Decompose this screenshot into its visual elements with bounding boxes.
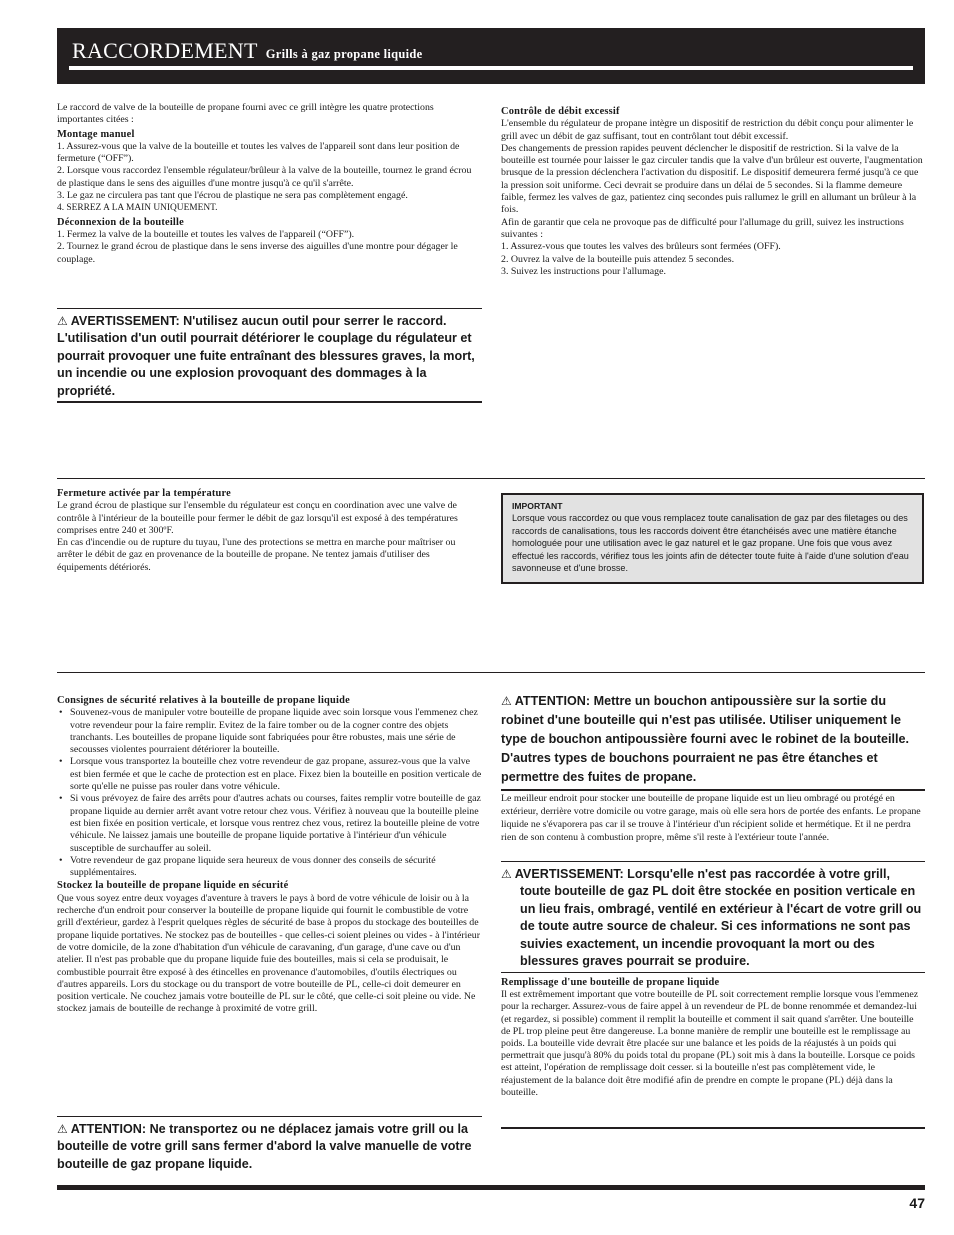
footer-rule <box>57 1185 925 1190</box>
warning-icon: ⚠ <box>501 867 512 881</box>
transport-warning <box>57 1121 482 1173</box>
montage-step-1: 1. Assurez-vous que la valve de la bouteille et toutes les valves de l'appareil sont dans leur position de fermeture (“OFF”). <box>57 140 460 165</box>
header-title: RACCORDEMENT <box>72 38 258 63</box>
storage-warning-rest: toute bouteille de gaz PL doit être stockée en position verticale en un lieu frais, ombragé, ventilé en extérieur à l'écart de votre grill ou de toute autre source de chaleur. Si ces informations ne sont pas suivies exactement, un incendie provoquant la mort ou des blessures graves pourrait se produire. <box>520 884 922 969</box>
warning-icon: ⚠ <box>57 1122 68 1136</box>
header-subtitle: Grills à gaz propane liquide <box>265 47 423 61</box>
section-divider <box>57 478 925 479</box>
storage-warning <box>501 866 925 970</box>
divider <box>57 308 482 309</box>
page-number: 47 <box>909 1195 925 1211</box>
page-footer <box>57 1185 925 1220</box>
deconnexion-step-2: 2. Tournez le grand écrou de plastique dans le sens inverse des aiguilles d'une montre pour dégager le couplage. <box>57 241 458 265</box>
important-text: Lorsque vous raccordez ou que vous remplacez toute canalisation de gaz par des filetages ou des raccords de canalisations, tous les raccords doivent être étanchéisés avec une matière étanche homologuée pour une utilisation avec le gaz naturel et le gaz propane. Une fois que vous avez effectué les raccords, vérifiez tous les joints afin de détecter toute fuite à l'aide d'une solution d'eau savonneuse et d'une brosse. <box>512 513 909 574</box>
header-rule <box>69 66 913 70</box>
debit-heading: Contrôle de débit excessif <box>501 106 620 117</box>
safety-heading: Consignes de sécurité relatives à la bouteille de propane liquide <box>57 695 350 706</box>
important-title: IMPORTANT <box>512 501 563 511</box>
divider <box>501 861 925 862</box>
divider <box>57 1116 482 1117</box>
deconnexion-heading: Déconnexion de la bouteille <box>57 216 184 228</box>
divider <box>501 789 925 791</box>
montage-step-2: 2. Lorsque vous raccordez l'ensemble régulateur/brûleur à la valve de la bouteille, tournez le grand écrou de plastique dans le sens des aiguilles d'une montre jusqu'à ce qu'il s'arrête. <box>57 165 472 189</box>
temperature-paragraph-1: Le grand écrou de plastique sur l'ensemble du régulateur est conçu en coordination avec une valve de contrôle à l'intérieur de la bouteille pour fermer le débit de gaz lorsqu'il est exposé à des températures comprises entre 240 et 300ºF. <box>57 500 458 536</box>
debit-step-3: 3. Suivez les instructions pour l'allumage. <box>501 265 666 277</box>
warning-icon: ⚠ <box>501 694 512 708</box>
section2-left-column <box>57 488 482 574</box>
montage-heading: Montage manuel <box>57 128 135 140</box>
tool-warning <box>57 313 482 400</box>
montage-step-4: 4. SERREZ A LA MAIN UNIQUEMENT. <box>57 203 218 214</box>
refill-column <box>501 977 925 1099</box>
dust-cap-warning <box>501 692 925 787</box>
section1-left-column <box>57 102 482 266</box>
debit-step-1: 1. Assurez-vous que toutes les valves des brûleurs sont fermées (OFF). <box>501 241 781 253</box>
debit-paragraph-2: Des changements de pression rapides peuvent déclencher le dispositif de restriction. Si la valve de la bouteille est tournée pour laisser le gaz circuler tandis que la valve d'un brûleur est ouverte, l'augmentation brusque de la pression déclenchera l'activation du dispositif. Le dispositif demeurera fermé jusqu'à ce que la pression soit uniforme. Ceci devrait se produire dans un délai de 5 secondes. Si la flamme demeure faible, fermez les valves de gaz, patientez cinq secondes puis rallumez le grill en allumant un brûleur à la fois. <box>501 142 923 216</box>
debit-step-2: 2. Ouvrez la valve de la bouteille puis attendez 5 secondes. <box>501 253 735 265</box>
storage-location-paragraph: Le meilleur endroit pour stocker une bouteille de propane liquide est un lieu ombragé ou protégé en extérieur, derrière votre domicile ou votre garage, mais où elle sera hors de portée des enfants. Le propane liquide ne s'évaporera pas car il se trouve à l'intérieur d'un récipient solide et hermétique. Et il ne perdra rien de son contenu à combustion propre, même s'il reste à l'extérieur toute l'année. <box>501 793 921 843</box>
list-item: • Votre revendeur de gaz propane liquide sera heureux de vous donner des conseils de sécurité supplémentaires. <box>57 855 482 880</box>
intro-text: Le raccord de valve de la bouteille de propane fourni avec ce grill intègre les quatre protections importantes citées : <box>57 102 434 126</box>
tool-warning-text: AVERTISSEMENT: N'utilisez aucun outil pour serrer le raccord. L'utilisation d'un outil pourrait détériorer le couplage du régulateur et pourrait provoquer une fuite entraînant des blessures graves, la mort, un incendie ou une explosion provoquant des dommages à la propriété. <box>57 314 475 398</box>
transport-warning-text: ATTENTION: Ne transportez ou ne déplacez jamais votre grill ou la bouteille de votre grill sans fermer d'abord la valve manuelle de votre bouteille de gaz propane liquide. <box>57 1122 472 1171</box>
divider <box>501 1127 925 1129</box>
page-header <box>57 28 925 84</box>
dust-cap-warning-text: ATTENTION: Mettre un bouchon antipoussière sur la sortie du robinet d'une bouteille qui n'est pas utilisée. Utiliser uniquement le type de bouchon antipoussière fourni avec le robinet de la bouteille. D'autres types de bouchons pourraient ne pas être étanches et permettre des fuites de propane. <box>501 694 909 784</box>
storage-location-paragraph-block <box>501 792 925 844</box>
debit-paragraph-3: Afin de garantir que cela ne provoque pas de difficulté pour l'allumage du grill, suivez les instructions suivantes : <box>501 216 904 240</box>
important-notice-box <box>501 493 924 584</box>
section3-left-column <box>57 695 482 1016</box>
list-item: • Souvenez-vous de manipuler votre bouteille de propane liquide avec soin lorsque vous l'emmenez chez votre revendeur pour la faire remplir. Evitez de la faire tomber ou de la cogner contre des objets tranchants. Les bouteilles de propane liquide sont fabriquées pour être robustes, mais une série de secousses violentes pourraient détériorer la bouteille. <box>57 707 482 756</box>
divider <box>57 401 482 403</box>
list-item: • Lorsque vous transportez la bouteille chez votre revendeur de gaz propane, assurez-vous que la valve est bien fermée et que le cache de protection est en place. Fixez bien la bouteille en position verticale de sorte qu'elle ne puisse pas rouler dans votre véhicule. <box>57 756 482 793</box>
warning-icon: ⚠ <box>57 314 68 328</box>
storage-paragraph: Que vous soyez entre deux voyages d'aventure à travers le pays à bord de votre véhicule de loisir ou à la recherche d'un endroit pour conserver la bouteille de propane liquide qui fournit le combustible de votre grill d'extérieur, gardez à l'esprit quelques règles de sécurité de base à propos du stockage des bouteilles de propane liquide portatives. Ne stockez pas de bouteilles - que celles-ci soient pleines ou vides - à l'intérieur de votre domicile, de la zone d'habitation d'un véhicule de caravaning, d'un garage, d'une cave ou d'un atelier. Il n'est pas probable que du propane liquide fuie des bouteilles, mais si cela se produisait, le combustible pourrait être exposé à des étincelles en provenance d'automobiles, d'outils électriques ou d'autres appareils. Lors du stockage ou du transport de votre bouteille de PL, celle-ci doit demeurer en position verticale. Ne couchez jamais votre bouteille de PL sur le côté, que celle-ci soit pleine ou vide. Ne stockez jamais de bouteille de rechange à proximité de votre grill. <box>57 892 480 1015</box>
debit-paragraph-1: L'ensemble du régulateur de propane intègre un dispositif de restriction du débit conçu pour alimenter le grill avec un débit de gaz suffisant, tout en contrôlant tout débit excessif. <box>501 118 914 142</box>
refill-paragraph: Il est extrêmement important que votre bouteille de PL soit correctement remplie lorsque vous l'emmenez pour la recharger. Assurez-vous de faire appel à un revendeur de PL de bonne renommée et demandez-lui (et regardez, si possible) comment il remplit la bouteille et comment il sait quand s'arrêter. Une bouteille de PL trop pleine peut être dangereuse. La bonne manière de remplir une bouteille est le remplissage au poids. La bouteille vide devrait être placée sur une balance et les poids de la réajustés à un poids qui permettrait que jusqu'à 80% du poids total du propane (PL) soit mis à dans la bouteille. Lorsque ce poids est atteint, l'opération de remplissage doit cesser. si la bouteille n'est pas complètement vide, le réajustement de la balance doit être modifié afin de prendre en compte le propane (PL) déjà dans la bouteille. <box>501 989 919 1098</box>
temperature-paragraph-2: En cas d'incendie ou de rupture du tuyau, l'une des protections se mettra en marche pour maîtriser ou arrêter le débit de gaz en provenance de la bouteille de propane. Ne tentez jamais d'utiliser des équipements détériorés. <box>57 537 456 573</box>
divider <box>501 972 925 973</box>
temperature-heading: Fermeture activée par la température <box>57 488 231 499</box>
refill-heading: Remplissage d'une bouteille de propane liquide <box>501 977 720 988</box>
section-divider <box>57 672 925 673</box>
storage-warning-line1: AVERTISSEMENT: Lorsqu'elle n'est pas raccordée à votre grill, <box>514 867 891 881</box>
header-title-block <box>72 38 423 64</box>
section1-right-column <box>501 106 925 278</box>
safety-bullet-list <box>57 707 482 879</box>
storage-heading: Stockez la bouteille de propane liquide en sécurité <box>57 880 289 892</box>
list-item: • Si vous prévoyez de faire des arrêts pour d'autres achats ou courses, faites remplir votre bouteille de gaz propane liquide au dernier arrêt avant votre retour chez vous. Vérifiez à nouveau que la bouteille pleine est bien fixée en position verticale, et lorsque vous rentrez chez vous, retirez la bouteille pleine de votre véhicule. Ne laissez jamais une bouteille de propane liquide portative à l'intérieur d'un véhicule susceptible de surchauffer au soleil. <box>57 793 482 854</box>
montage-step-3: 3. Le gaz ne circulera pas tant que l'écrou de plastique ne sera pas complètement engagé. <box>57 190 408 202</box>
deconnexion-step-1: 1. Fermez la valve de la bouteille et toutes les valves de l'appareil (“OFF”). <box>57 228 355 240</box>
